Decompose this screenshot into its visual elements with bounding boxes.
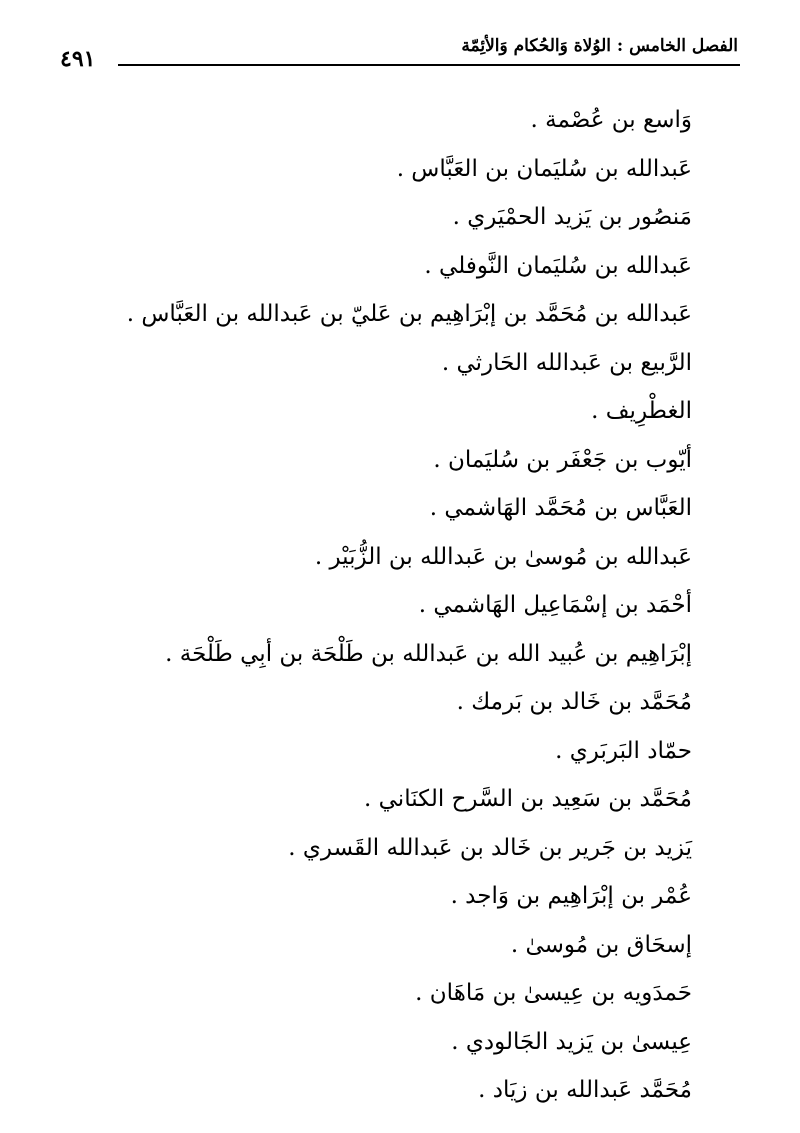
- header-rule: [118, 64, 740, 66]
- list-item: إبْرَاهِيم بن عُبيد الله بن عَبدالله بن طَلْحَة بن أبِي طَلْحَة .: [165, 640, 692, 667]
- list-item: أحْمَد بن إسْمَاعِيل الهَاشمي .: [418, 592, 692, 618]
- list-item: حمّاد البَربَري .: [555, 737, 692, 764]
- page-number: ٤٩١: [60, 46, 96, 72]
- list-item: عَبدالله بن مُوسىٰ بن عَبدالله بن الزُّبَيْر .: [314, 543, 692, 570]
- list-item: يَزيد بن جَرير بن خَالد بن عَبدالله القَسري .: [288, 834, 692, 861]
- list-item: الرَّبيع بن عَبدالله الحَارثي .: [441, 349, 692, 376]
- list-item: عِيسىٰ بن يَزيد الجَالودي .: [451, 1028, 692, 1055]
- list-item: أيّوب بن جَعْفَر بن سُليَمان .: [433, 446, 692, 473]
- names-list: [126, 96, 692, 1115]
- list-item: مُحَمَّد بن سَعِيد بن السَّرح الكنَاني .: [364, 786, 692, 812]
- running-title: الفصل الخامس : الوُلاة وَالحُكام وَالأئِمّة: [461, 36, 738, 56]
- list-item: وَاسع بن عُصْمة .: [530, 107, 692, 133]
- list-item: العَبَّاس بن مُحَمَّد الهَاشمي .: [429, 495, 692, 521]
- list-item: عَبدالله بن سُليَمان بن العَبَّاس .: [396, 155, 692, 182]
- list-item: عَبدالله بن سُليَمان النَّوفلي .: [424, 252, 692, 279]
- list-item: مُحَمَّد عَبدالله بن زيَاد .: [478, 1077, 692, 1103]
- list-item: عَبدالله بن مُحَمَّد بن إبْرَاهِيم بن عَليّ بن عَبدالله بن العَبَّاس .: [126, 301, 692, 327]
- list-item: حَمدَويه بن عِيسىٰ بن مَاهَان .: [415, 980, 692, 1006]
- list-item: إسحَاق بن مُوسىٰ .: [510, 931, 692, 958]
- list-item: مَنصُور بن يَزيد الحمْيَري .: [452, 204, 692, 230]
- list-item: عُمْر بن إبْرَاهِيم بن وَاجد .: [450, 883, 692, 909]
- list-item: الغطْرِيف .: [591, 398, 692, 424]
- list-item: مُحَمَّد بن خَالد بن بَرمك .: [456, 689, 692, 715]
